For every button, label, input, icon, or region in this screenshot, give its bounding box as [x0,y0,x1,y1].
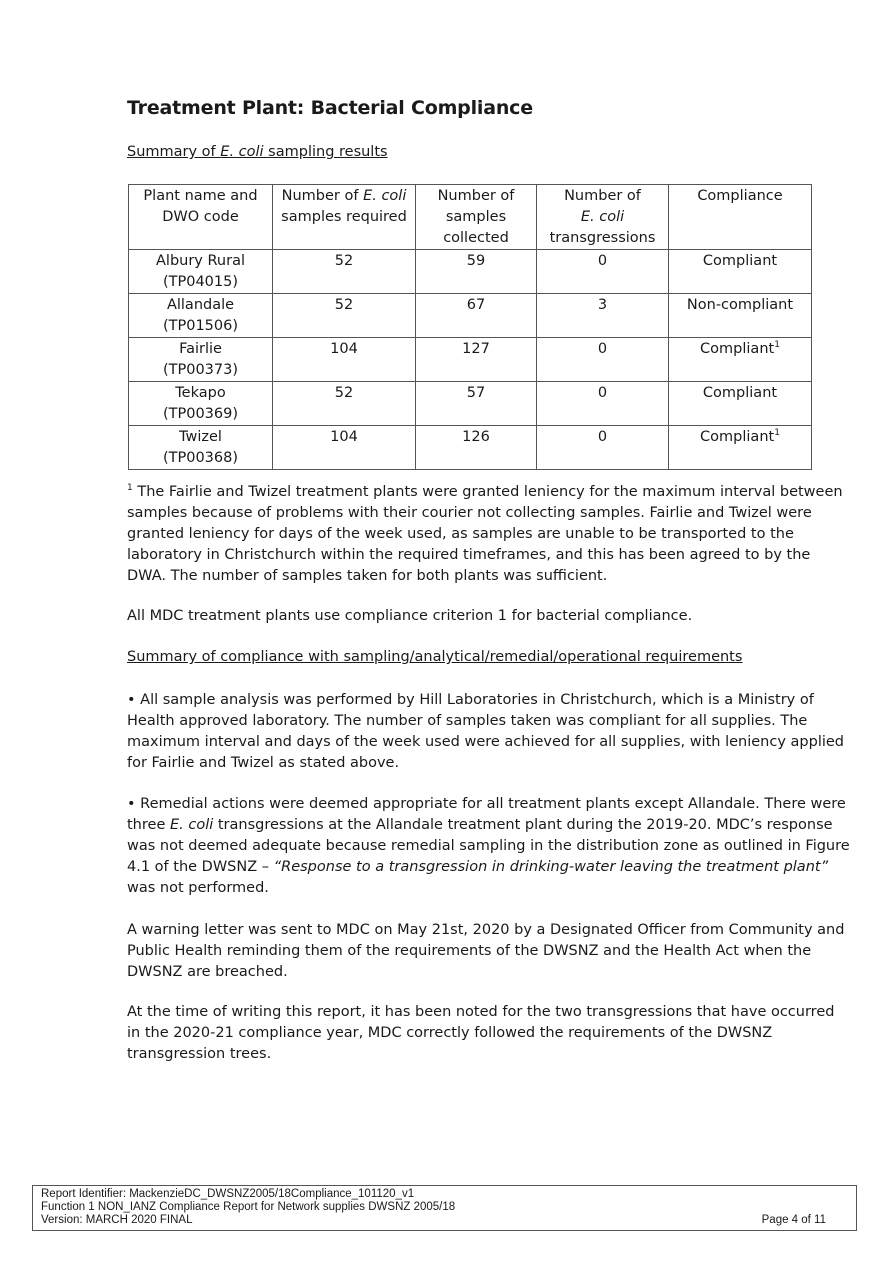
compliance-cell: Compliant [669,382,812,426]
header-compliance: Compliance [669,185,812,250]
page-number: Page 4 of 11 [761,1214,826,1226]
plant-name-cell: Tekapo (TP00369) [129,382,273,426]
plant-name-cell: Albury Rural (TP04015) [129,250,273,294]
compliance-cell: Compliant$^1$ [669,338,812,382]
required-cell: 104 [273,426,416,470]
header-transgressions: Number of E. coli transgressions [537,185,669,250]
table-row [129,294,812,338]
transgressions-cell: 3 [537,294,669,338]
collected-cell: 127 [416,338,537,382]
collected-cell: 126 [416,426,537,470]
required-cell: 104 [273,338,416,382]
collected-cell: 57 [416,382,537,426]
transgressions-cell: 0 [537,426,669,470]
required-cell: 52 [273,250,416,294]
plant-name-cell: Fairlie (TP00373) [129,338,273,382]
remedial-bullet-paragraph: • Remedial actions were deemed appropriate for all treatment plants except Allandale. There were three E. coli transgressions at the Allandale treatment plant during the 2019-20. MDC’s response was not deemed adequate because remedial sampling in the distribution zone as outlined in Figure 4.1 of the DWSNZ – “Response to a transgression in drinking-water leaving the treatment plant” was not performed. [127,796,850,896]
report-version: Version: MARCH 2020 FINAL [41,1214,193,1226]
plant-name-cell: Twizel (TP00368) [129,426,273,470]
header-samples-collected: Number of samples collected [416,185,537,250]
table-row [129,382,812,426]
footnote-marker: 1 [127,483,133,494]
table-row [129,426,812,470]
table-row [129,338,812,382]
header-plant-name: Plant name and DWO code [129,185,273,250]
transgressions-cell: 0 [537,338,669,382]
analysis-bullet-paragraph: • All sample analysis was performed by Hill Laboratories in Christchurch, which is a Ministry of Health approved laboratory. The number of samples taken was compliant for all supplies. The maximum interval and days of the week used were achieved for all supplies, with leniency applied for Fairlie and Twizel as stated above. [127,692,845,771]
closing-paragraph: At the time of writing this report, it has been noted for the two transgressions that have occurred in the 2020-21 compliance year, MDC correctly followed the requirements of the DWSNZ transgression trees. [127,1004,835,1062]
table-header-row [129,185,812,250]
required-cell: 52 [273,294,416,338]
report-function: Function 1 NON_IANZ Compliance Report for Network supplies DWSNZ 2005/18 [41,1201,456,1213]
plant-name-cell: Allandale (TP01506) [129,294,273,338]
compliance-cell: Non-compliant [669,294,812,338]
compliance-cell: Compliant [669,250,812,294]
collected-cell: 59 [416,250,537,294]
ecoli-results-table [128,184,812,470]
collected-cell: 67 [416,294,537,338]
header-samples-required: Number of E. coli samples required [273,185,416,250]
criterion-paragraph: All MDC treatment plants use compliance criterion 1 for bacterial compliance. [127,608,693,624]
requirements-summary-heading: Summary of compliance with sampling/analytical/remedial/operational requirements [127,649,743,665]
report-identifier: Report Identifier: MackenzieDC_DWSNZ2005/18Compliance_101120_v1 [41,1188,415,1200]
table-row [129,250,812,294]
warning-letter-paragraph: A warning letter was sent to MDC on May 21st, 2020 by a Designated Officer from Community and Public Health reminding them of the requirements of the DWSNZ and the Health Act when the DWSNZ are breached. [127,922,845,980]
page-title: Treatment Plant: Bacterial Compliance [127,97,533,119]
ecoli-summary-heading: Summary of E. coli sampling results [127,144,388,160]
compliance-cell: Compliant$^1$ [669,426,812,470]
footnote-paragraph: $^1$ The Fairlie and Twizel treatment plants were granted leniency for the maximum interval between samples because of problems with their courier not collecting samples. Fairlie and Twizel were granted leniency for days of the week used, as samples are unable to be transported to the laboratory in Christchurch within the required timeframes, and this has been agreed to by the DWA. The number of samples taken for both plants was sufficient. [127,483,843,584]
required-cell: 52 [273,382,416,426]
transgressions-cell: 0 [537,382,669,426]
transgressions-cell: 0 [537,250,669,294]
page-footer [32,1185,857,1231]
